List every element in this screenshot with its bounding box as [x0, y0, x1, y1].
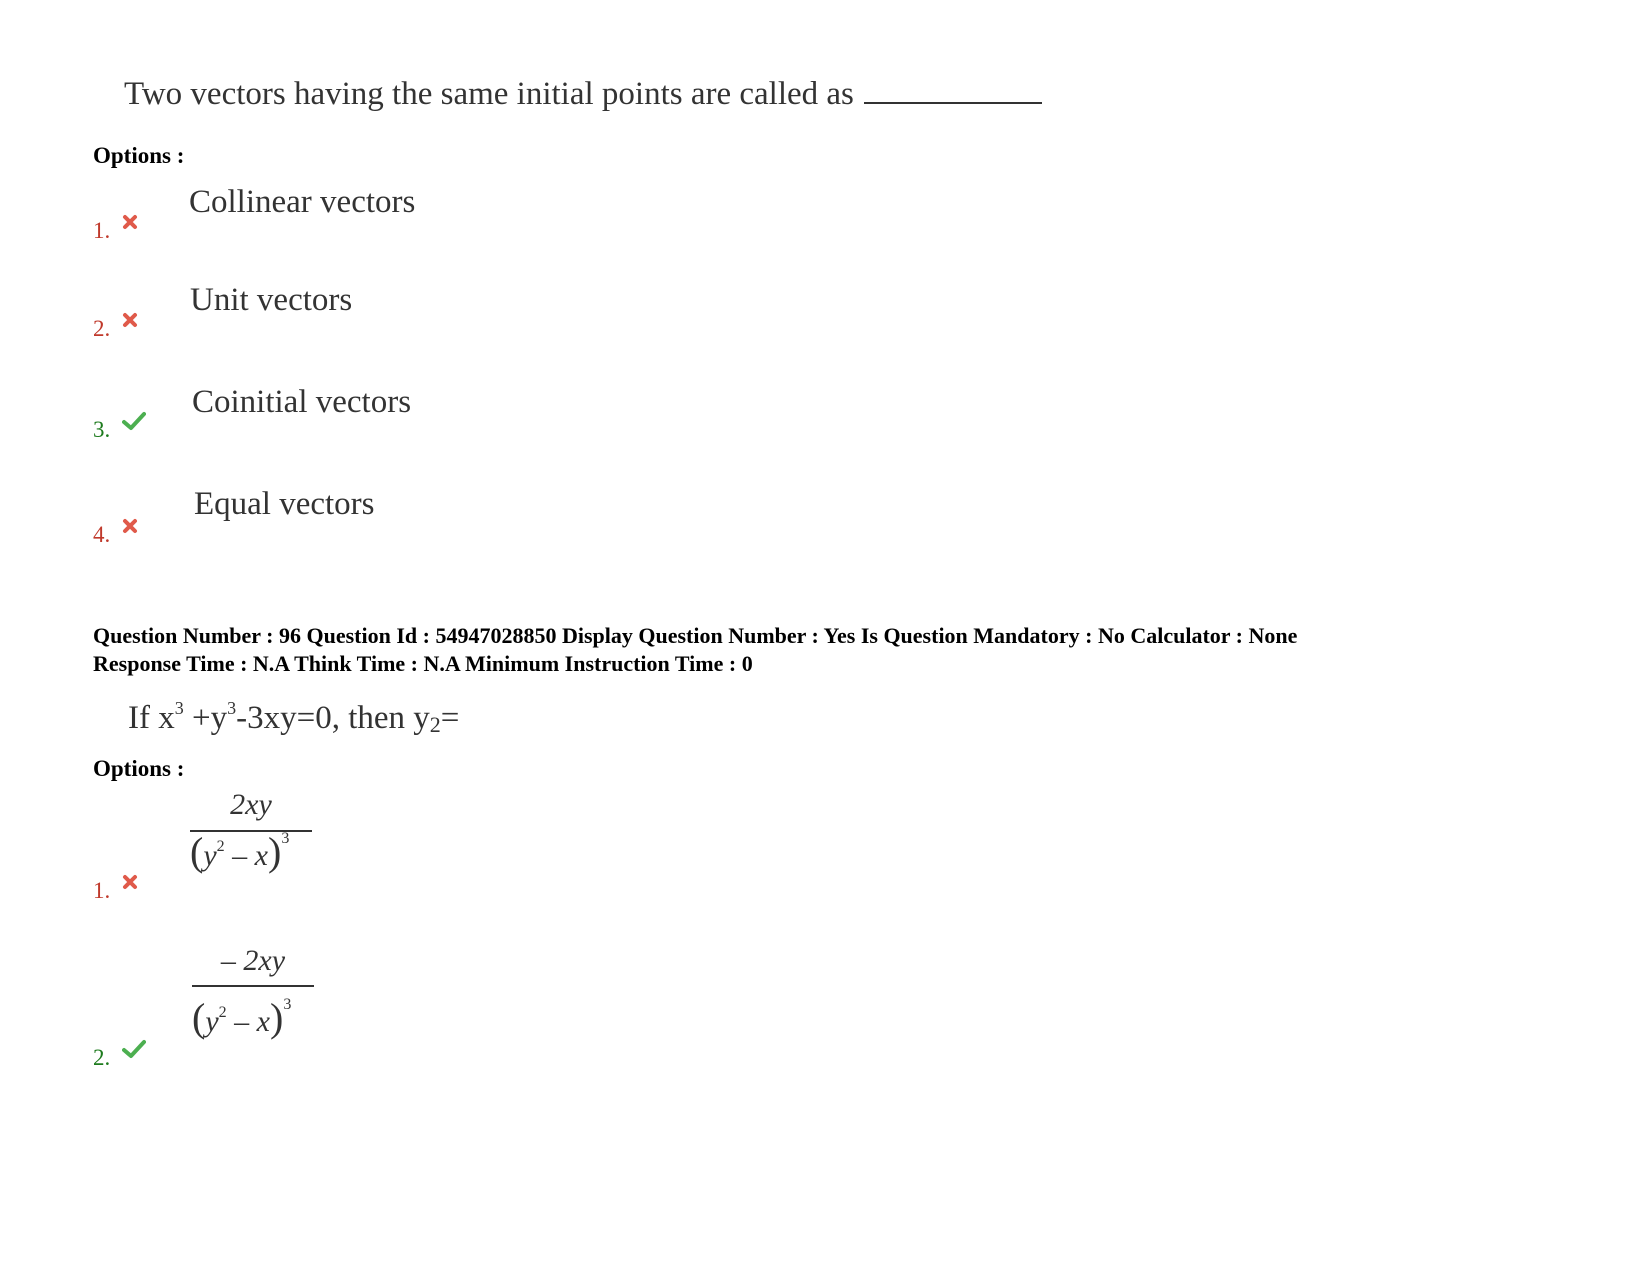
outer-exponent: 3 [283, 996, 292, 1013]
cross-icon [122, 312, 138, 328]
option-4-text: Equal vectors [194, 486, 375, 522]
question-meta-line-2: Response Time : N.A Think Time : N.A Minimum Instruction Time : 0 [93, 651, 753, 676]
option-4-number [93, 522, 138, 548]
option-number-label: 1. [93, 218, 111, 243]
cross-icon [122, 874, 138, 890]
den-minus: – [224, 839, 255, 872]
question-meta [93, 622, 1297, 678]
fraction-numerator: 2xy [230, 788, 272, 821]
cross-icon [122, 214, 138, 230]
question-text [124, 76, 1042, 113]
fraction-denominator [190, 828, 289, 875]
option-3-text: Coinitial vectors [192, 384, 412, 420]
option-q2-2-number [93, 1045, 146, 1071]
option-2-text: Unit vectors [190, 282, 353, 318]
question-2-text [128, 700, 459, 737]
option-2-number [93, 316, 138, 342]
option-number-label: 1. [93, 878, 111, 903]
option-number-label: 3. [93, 417, 111, 442]
den-exponent: 2 [216, 838, 225, 855]
den-var: x [254, 839, 268, 872]
q2-part: +y [183, 700, 228, 736]
den-minus: – [226, 1005, 257, 1038]
q2-subscript: 2 [429, 712, 441, 737]
paren-open: ( [190, 829, 204, 874]
option-1-text: Collinear vectors [189, 184, 416, 220]
option-number-label: 2. [93, 316, 111, 341]
q2-exponent: 3 [174, 698, 184, 718]
option-1-fraction [190, 788, 312, 888]
fraction-numerator: – 2xy [220, 944, 286, 977]
checkmark-icon [122, 1039, 146, 1059]
options-label: Options : [93, 143, 185, 168]
q2-part: -3xy=0, then y [236, 700, 430, 736]
cross-icon [122, 518, 138, 534]
outer-exponent: 3 [281, 830, 290, 847]
options-label-2: Options : [93, 756, 185, 781]
q2-part: = [440, 700, 460, 736]
option-2-fraction [192, 944, 314, 1056]
paren-close: ) [267, 829, 282, 874]
question-meta-line-1: Question Number : 96 Question Id : 54947028850 Display Question Number : Yes Is Question Mandatory : No Calculator : None [93, 623, 1298, 648]
option-1-number [93, 218, 138, 244]
paren-open: ( [192, 995, 206, 1040]
option-number-label: 4. [93, 522, 111, 547]
den-base: y [205, 1005, 219, 1038]
q2-exponent: 3 [227, 698, 237, 718]
option-3-number [93, 417, 146, 443]
option-q2-1-number [93, 878, 138, 904]
den-var: x [256, 1005, 270, 1038]
den-base: y [203, 839, 217, 872]
fraction-denominator [192, 994, 291, 1041]
paren-close: ) [269, 995, 284, 1040]
answer-blank [864, 76, 1042, 104]
option-number-label: 2. [93, 1045, 111, 1070]
question-text-content: Two vectors having the same initial points are called as [124, 76, 854, 112]
q2-part: If x [128, 700, 175, 736]
fraction-bar [192, 985, 314, 987]
den-exponent: 2 [218, 1004, 227, 1021]
checkmark-icon [122, 411, 146, 431]
